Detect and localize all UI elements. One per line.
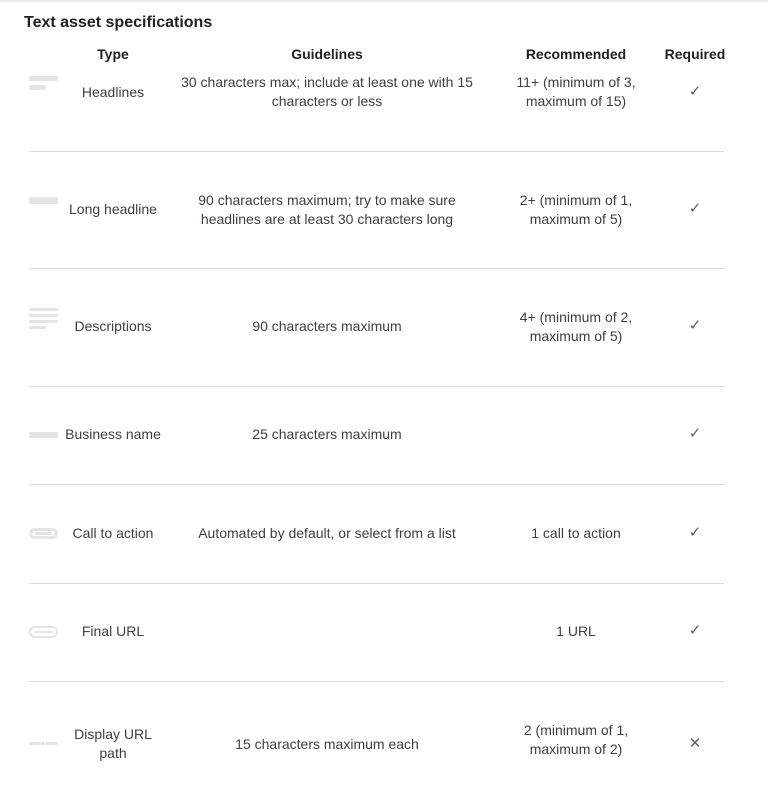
- row-type-text: Display URL path: [74, 726, 152, 761]
- row-recommended: 11+ (minimum of 3, maximum of 15): [516, 74, 636, 109]
- row-guidelines: 90 characters maximum; try to make sure headlines are at least 30 characters long: [198, 192, 456, 227]
- row-type: Final URL: [81, 623, 145, 639]
- top-divider: [0, 0, 768, 2]
- row-type: Descriptions: [74, 318, 152, 334]
- required-check-icon: ✓: [688, 425, 702, 442]
- row-recommended: 1 call to action: [531, 525, 621, 541]
- required-check-icon: ✓: [688, 200, 702, 217]
- required-check-icon: ✓: [688, 83, 702, 100]
- required-check-icon: ✓: [688, 622, 702, 639]
- row-guidelines: 30 characters max; include at least one with 15 characters or less: [181, 74, 473, 109]
- column-header-guidelines: Guidelines: [291, 46, 363, 62]
- row-guidelines: 90 characters maximum: [252, 318, 402, 334]
- column-header-type: Type: [97, 46, 129, 62]
- required-check-icon: ✓: [688, 317, 702, 334]
- row-divider: [29, 151, 724, 152]
- row-type: [58, 725, 168, 763]
- row-guidelines: 15 characters maximum each: [235, 736, 419, 752]
- row-recommended: 2+ (minimum of 1, maximum of 5): [519, 192, 633, 227]
- column-header-required: Required: [664, 46, 726, 62]
- column-header-recommended: Recommended: [525, 46, 627, 62]
- row-recommended: 4+ (minimum of 2, maximum of 5): [519, 309, 633, 344]
- row-type: Long headline: [69, 201, 157, 217]
- not-required-x-icon: ✕: [688, 735, 702, 752]
- row-divider: [29, 681, 724, 682]
- row-recommended: 1 URL: [556, 623, 596, 639]
- row-guidelines: Automated by default, or select from a list: [198, 525, 456, 541]
- row-recommended: 2 (minimum of 1, maximum of 2): [523, 722, 629, 757]
- row-type: Call to action: [72, 525, 154, 541]
- page-title: Text asset specifications: [24, 14, 213, 31]
- row-type: Business name: [65, 426, 161, 442]
- row-divider: [29, 484, 724, 485]
- row-type: Headlines: [81, 84, 145, 100]
- row-divider: [29, 386, 724, 387]
- row-divider: [29, 268, 724, 269]
- row-guidelines: 25 characters maximum: [252, 426, 402, 442]
- row-divider: [29, 583, 724, 584]
- required-check-icon: ✓: [688, 524, 702, 541]
